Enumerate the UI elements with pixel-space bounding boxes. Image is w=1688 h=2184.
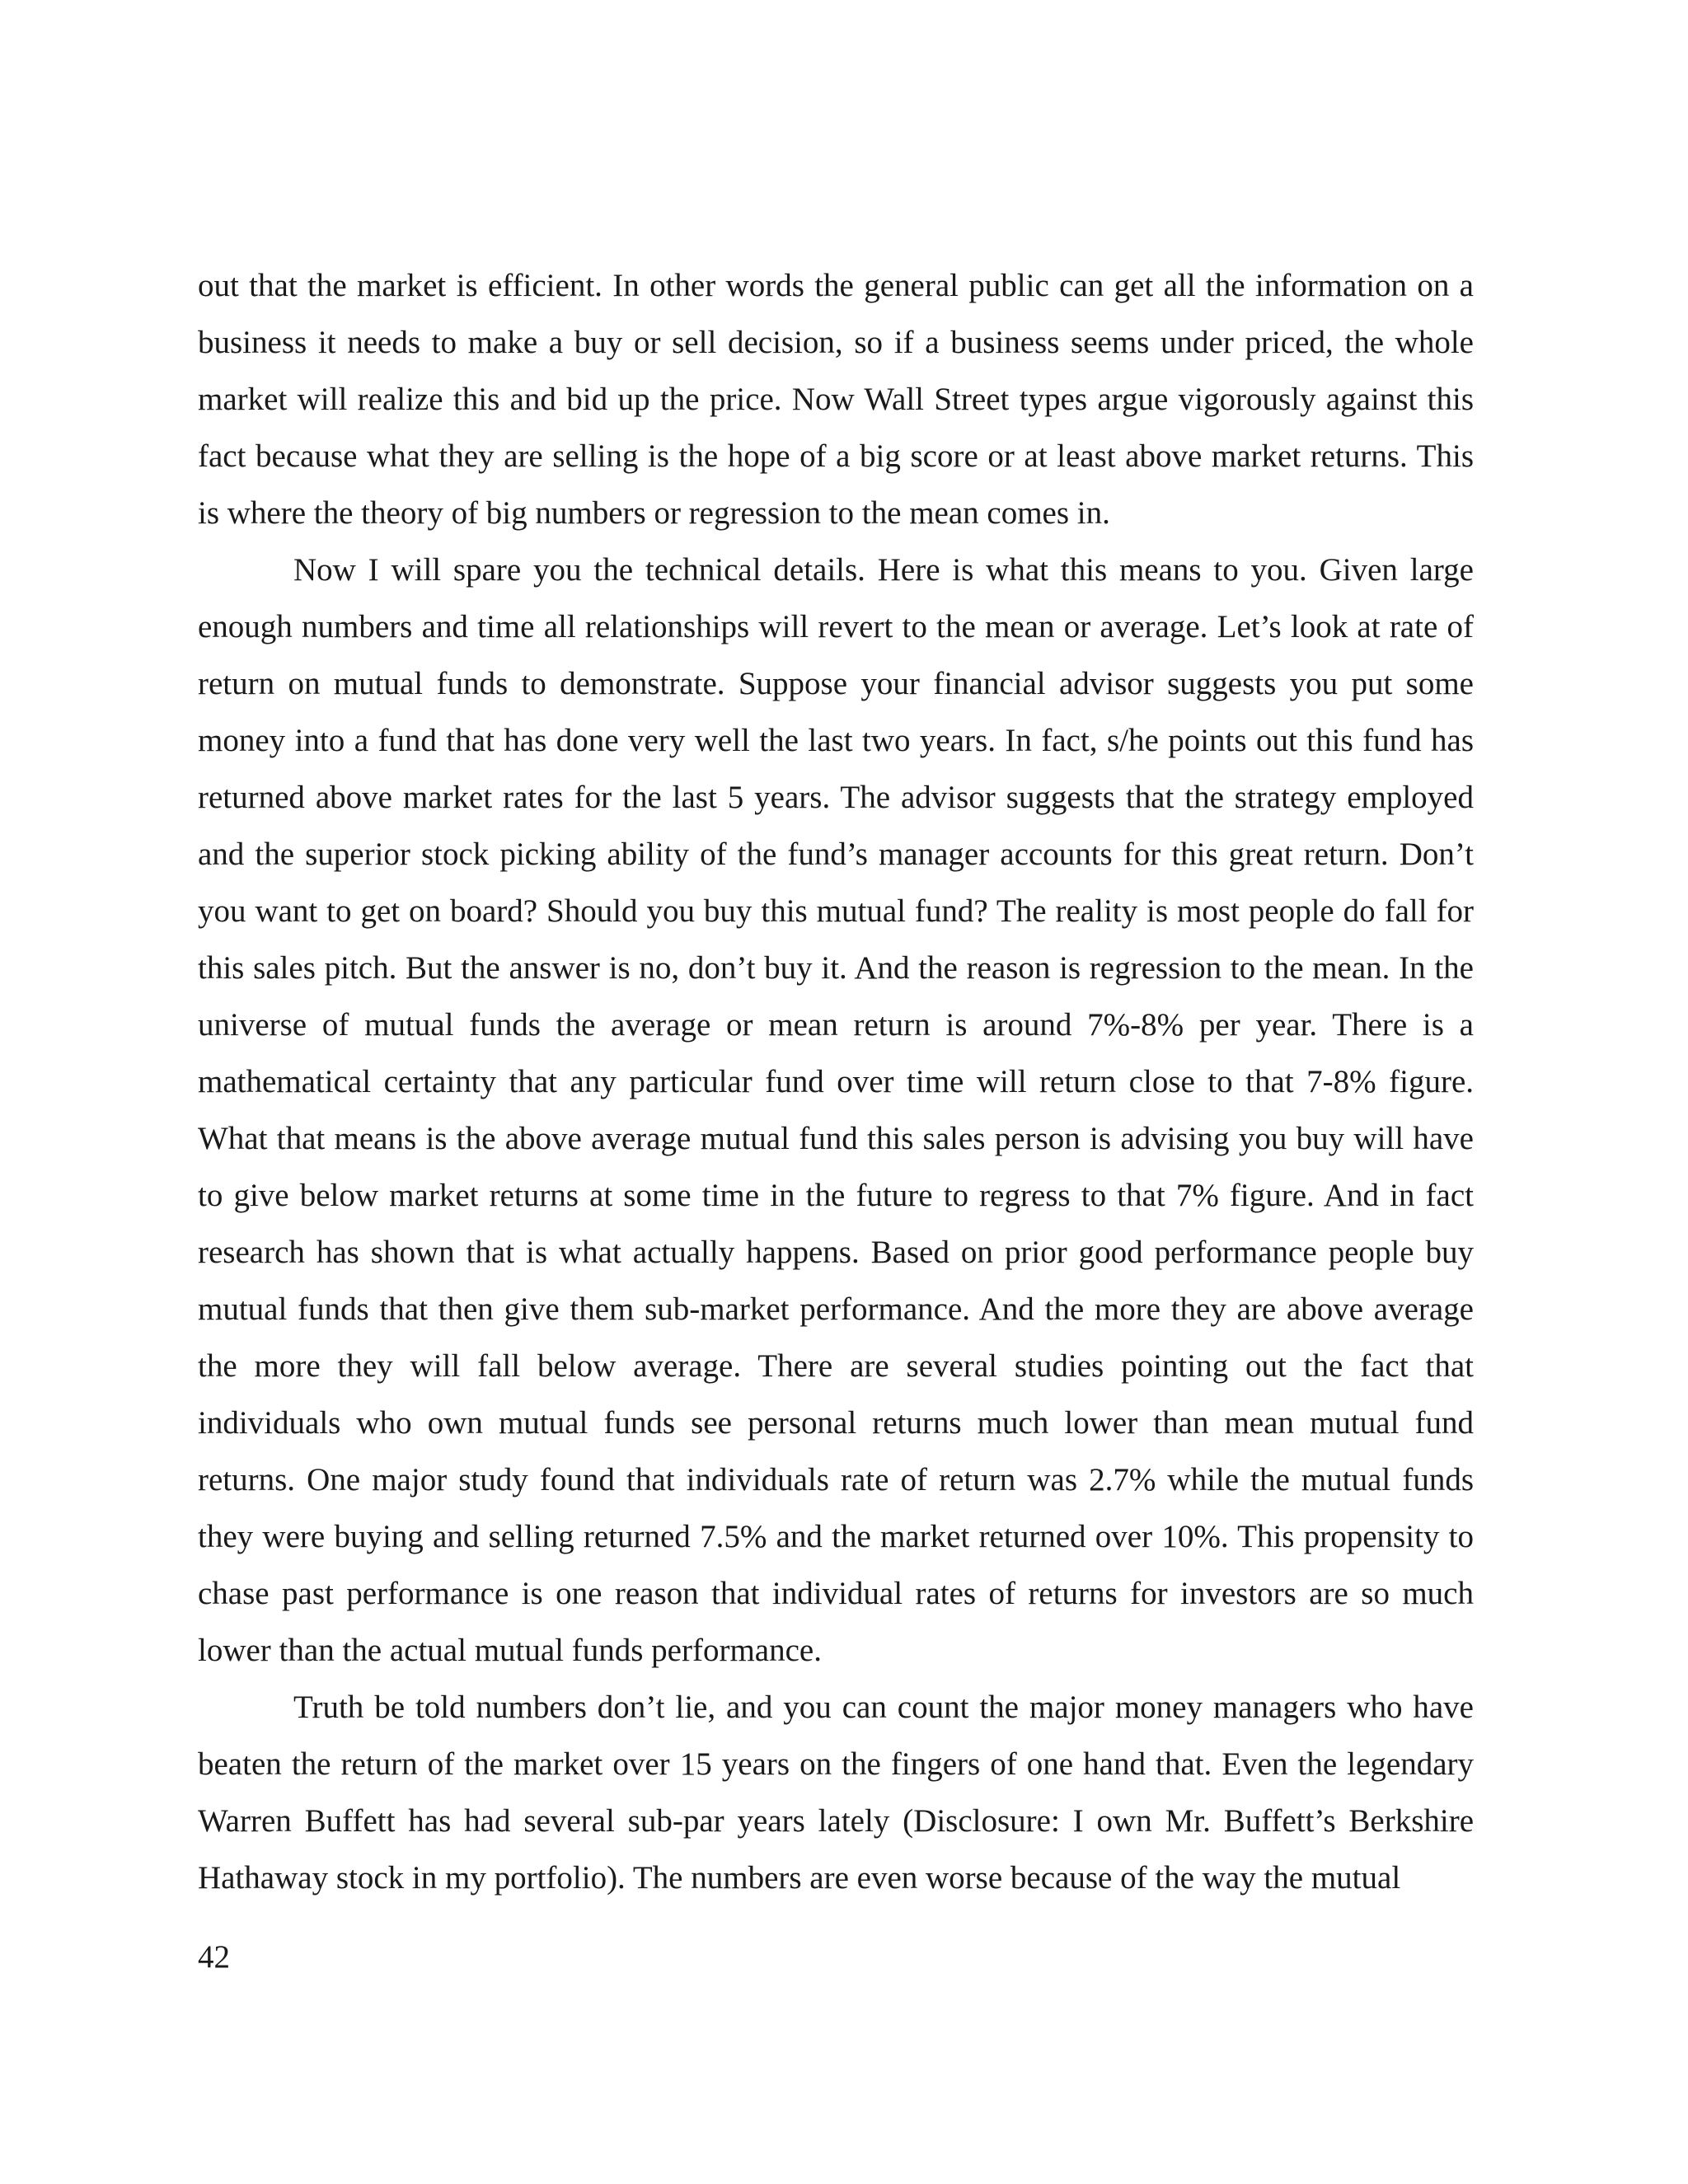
body-text [198,257,1474,1906]
paragraph-3: Truth be told numbers don’t lie, and you can count the major money managers who have beaten the return of the market over 15 years on the fingers of one hand that. Even the legendary Warren Buffett has had several sub-par years lately (Disclosure: I own Mr. Buffett’s Berkshire Hathaway stock in my portfolio). The numbers are even worse because of the way the mutual [198,1690,1474,1896]
paragraph-1: out that the market is efficient. In other words the general public can get all the information on a business it needs to make a buy or sell decision, so if a business seems under priced, the whole market will realize this and bid up the price. Now Wall Street types argue vigorously against this fact because what they are selling is the hope of a big score or at least above market returns. This is where the theory of big numbers or regression to the mean comes in. [198,268,1474,531]
paragraph-2: Now I will spare you the technical details. Here is what this means to you. Given large enough numbers and time all relationships will revert to the mean or average. Let’s look at rate of return on mutual funds to demonstrate. Suppose your financial advisor suggests you put some money into a fund that has done very well the last two years. In fact, s/he points out this fund has returned above market rates for the last 5 years. The advisor suggests that the strategy employed and the superior stock picking ability of the fund’s manager accounts for this great return. Don’t you want to get on board? Should you buy this mutual fund? The reality is most people do fall for this sales pitch. But the answer is no, don’t buy it. And the reason is regression to the mean. In the universe of mutual funds the average or mean return is around 7%-8% per year. There is a mathematical certainty that any particular fund over time will return close to that 7-8% figure. What that means is the above average mutual fund this sales person is advising you buy will have to give below market returns at some time in the future to regress to that 7% figure. And in fact research has shown that is what actually happens. Based on prior good performance people buy mutual funds that then give them sub-market performance. And the more they are above average the more they will fall below average. There are several studies pointing out the fact that individuals who own mutual funds see personal returns much lower than mean mutual fund returns. One major study found that individuals rate of return was 2.7% while the mutual funds they were buying and selling returned 7.5% and the market returned over 10%. This propensity to chase past performance is one reason that individual rates of returns for investors are so much lower than the actual mutual funds performance. [198,552,1474,1668]
page-number: 42 [198,1939,230,1975]
